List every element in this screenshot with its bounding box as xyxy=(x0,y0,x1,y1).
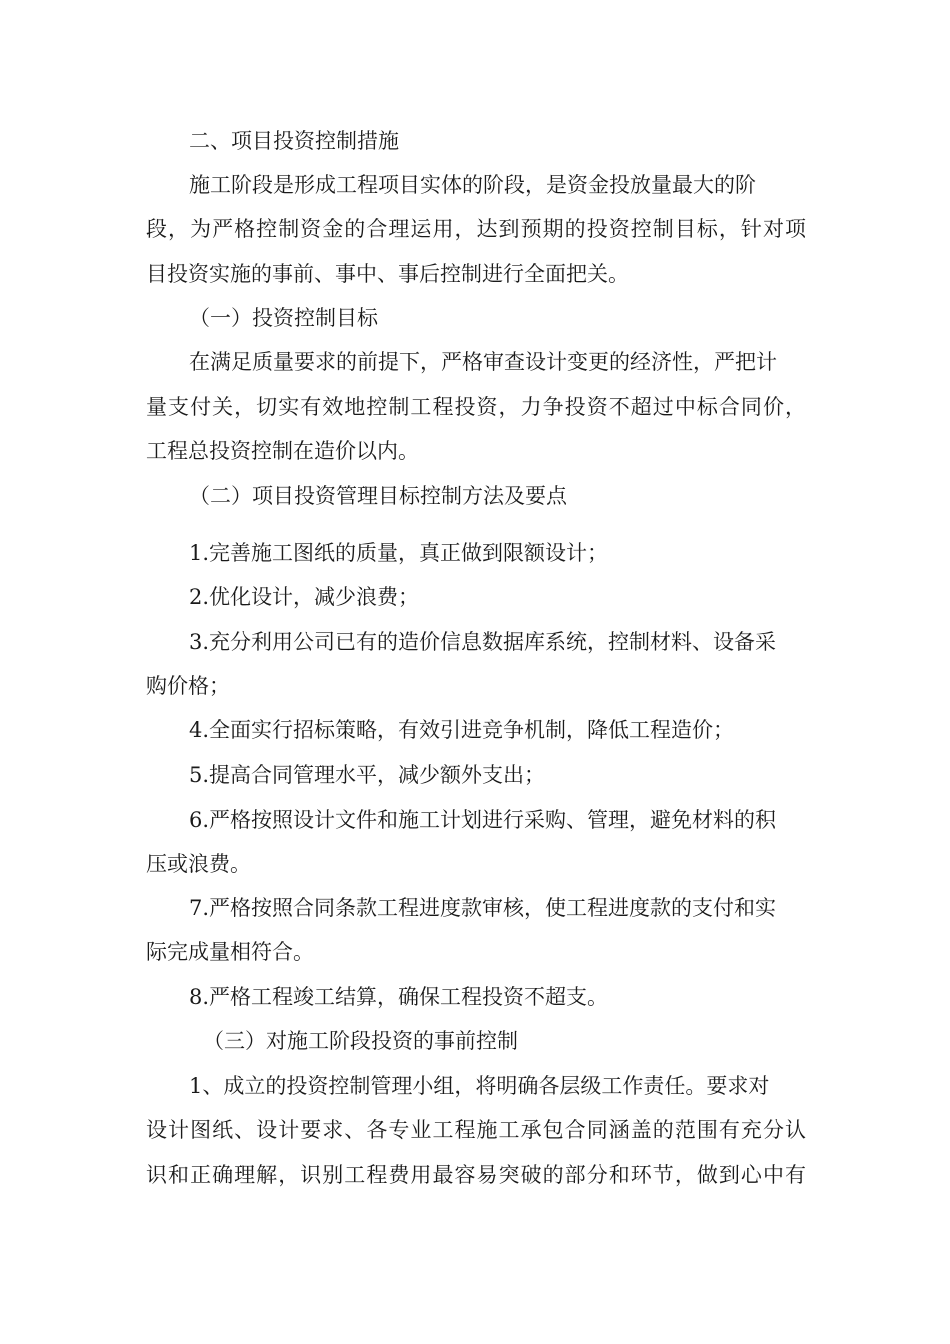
list-item: 1.完善施工图纸的质量，真正做到限额设计； xyxy=(189,541,609,565)
list-item: 8.严格工程竣工结算，确保工程投资不超支。 xyxy=(189,985,609,1009)
paragraph-line: 在满足质量要求的前提下，严格审查设计变更的经济性，严把计 xyxy=(189,350,777,374)
list-item: 压或浪费。 xyxy=(146,852,251,876)
list-item: 4.全面实行招标策略，有效引进竞争机制，降低工程造价； xyxy=(189,718,735,742)
subsection-heading: （二）项目投资管理目标控制方法及要点 xyxy=(189,484,567,508)
paragraph-line: 量支付关，切实有效地控制工程投资，力争投资不超过中标合同价， xyxy=(146,395,806,419)
paragraph-line: 工程总投资控制在造价以内。 xyxy=(146,439,419,463)
list-item: 购价格； xyxy=(146,674,230,698)
paragraph-line: 施工阶段是形成工程项目实体的阶段，是资金投放量最大的阶 xyxy=(189,173,756,197)
section-title: 二、项目投资控制措施 xyxy=(189,129,399,153)
paragraph-line: 1、成立的投资控制管理小组，将明确各层级工作责任。要求对 xyxy=(189,1074,770,1098)
list-item: 6.严格按照设计文件和施工计划进行采购、管理，避免材料的积 xyxy=(189,808,777,832)
list-item: 5.提高合同管理水平，减少额外支出； xyxy=(189,763,546,787)
list-item: 7.严格按照合同条款工程进度款审核，使工程进度款的支付和实 xyxy=(189,896,777,920)
list-item: 3.充分利用公司已有的造价信息数据库系统，控制材料、设备采 xyxy=(189,630,777,654)
subsection-heading: （一）投资控制目标 xyxy=(189,306,378,330)
paragraph-line: 段，为严格控制资金的合理运用，达到预期的投资控制目标，针对项 xyxy=(146,217,806,241)
paragraph-line: 设计图纸、设计要求、各专业工程施工承包合同涵盖的范围有充分认 xyxy=(146,1118,806,1142)
paragraph-line: 识和正确理解，识别工程费用最容易突破的部分和环节，做到心中有 xyxy=(146,1163,806,1187)
subsection-heading: （三）对施工阶段投资的事前控制 xyxy=(203,1029,518,1053)
list-item: 际完成量相符合。 xyxy=(146,940,314,964)
paragraph-line: 目投资实施的事前、事中、事后控制进行全面把关。 xyxy=(146,262,629,286)
list-item: 2.优化设计，减少浪费； xyxy=(189,585,420,609)
